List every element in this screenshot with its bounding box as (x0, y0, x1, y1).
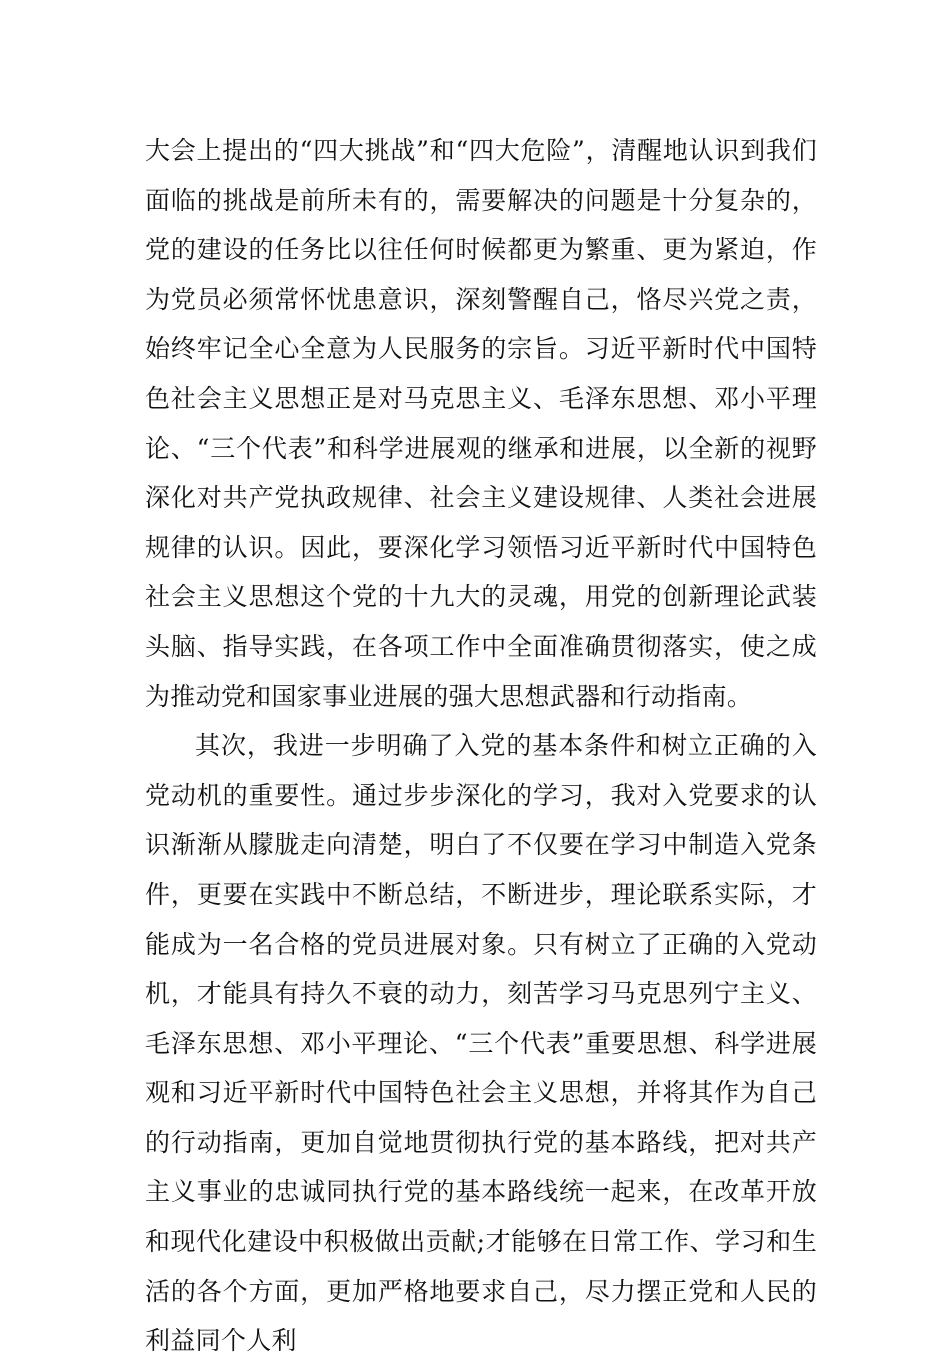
paragraph-2: 其次，我进一步明确了入党的基本条件和树立正确的入党动机的重要性。通过步步深化的学习，我对入党要求的认识渐渐从朦胧走向清楚，明白了不仅要在学习中制造入党条件，更要在实践中不断总结，不断进步，理论联系实际，才能成为一名合格的党员进展对象。只有树立了正确的入党动机，才能具有持久不衰的动力，刻苦学习马克思列宁主义、毛泽东思想、邓小平理论、“三个代表”重要思想、科学进展观和习近平新时代中国特色社会主义思想，并将其作为自己的行动指南，更加自觉地贯彻执行党的基本路线，把对共产主义事业的忠诚同执行党的基本路线统一起来，在改革开放和现代化建设中积极做出贡献;才能够在日常工作、学习和生活的各个方面，更加严格地要求自己，尽力摆正党和人民的利益同个人利 (145, 731, 817, 1356)
body-text (145, 126, 817, 1366)
paragraph-1: 大会上提出的“四大挑战”和“四大危险”，清醒地认识到我们面临的挑战是前所未有的，需要解决的问题是十分复杂的，党的建设的任务比以往任何时候都更为繁重、更为紧迫，作为党员必须常怀忧患意识，深刻警醒自己，恪尽兴党之责，始终牢记全心全意为人民服务的宗旨。习近平新时代中国特色社会主义思想正是对马克思主义、毛泽东思想、邓小平理论、“三个代表”和科学进展观的继承和进展，以全新的视野深化对共产党执政规律、社会主义建设规律、人类社会进展规律的认识。因此，要深化学习领悟习近平新时代中国特色社会主义思想这个党的十九大的灵魂，用党的创新理论武装头脑、指导实践，在各项工作中全面准确贯彻落实，使之成为推动党和国家事业进展的强大思想武器和行动指南。 (145, 136, 817, 711)
